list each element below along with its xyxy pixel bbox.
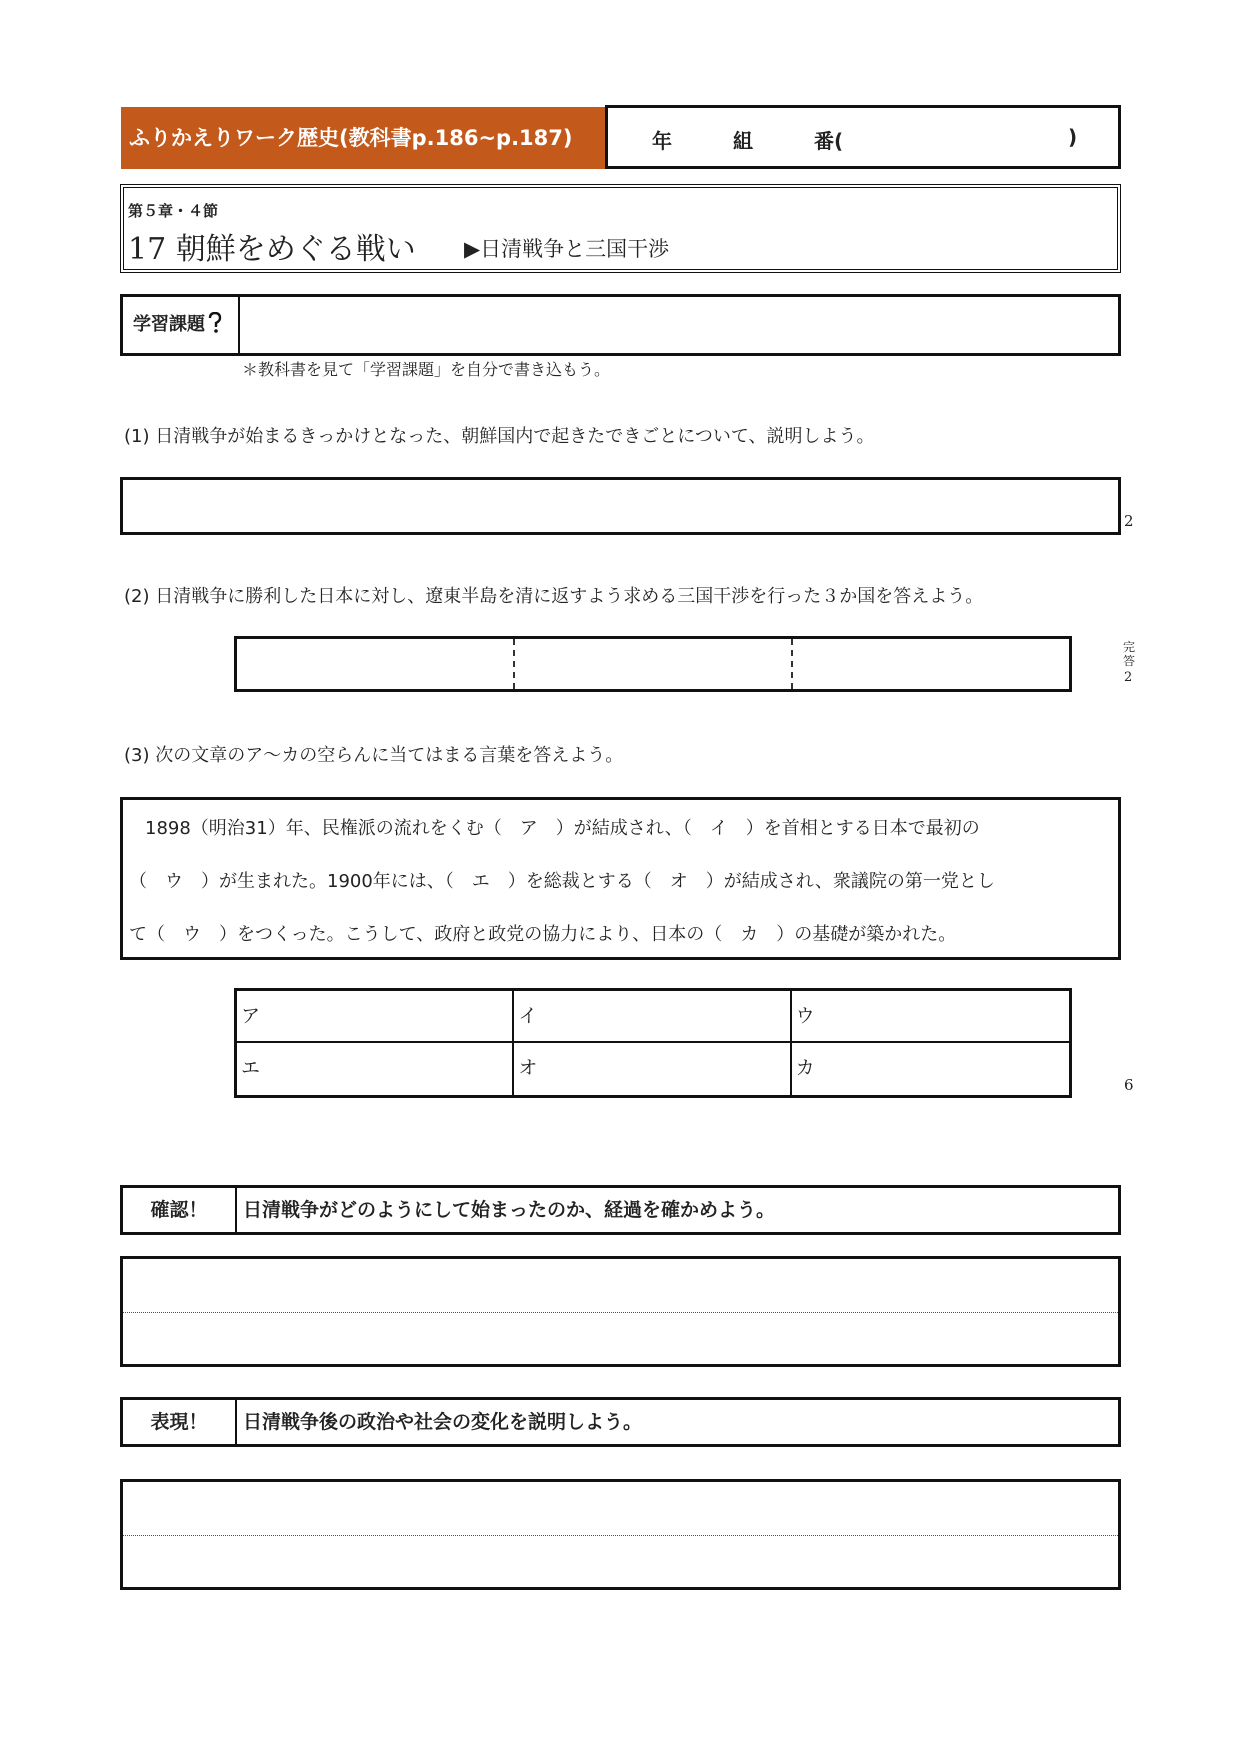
confirm-prompt: 日清戦争がどのようにして始まったのか、経過を確かめよう。 (243, 1199, 776, 1221)
name-close-paren: ) (1068, 125, 1078, 149)
chapter-box (120, 184, 1121, 273)
passage-line-3: て（ ウ ）をつくった。こうして、政府と政党の協力により、日本の（ カ ）の基礎が築かれた。 (129, 924, 957, 945)
confirm-label: 確認！ (123, 1188, 237, 1232)
passage-line-1: 1898（明治31）年、民権派の流れをくむ（ ア ）が結成され、（ イ ）を首相とする日本で最初の (145, 818, 980, 839)
answer-cell-e[interactable]: エ (237, 1043, 514, 1095)
express-label: 表現！ (123, 1400, 237, 1444)
class-label: 組 (733, 129, 753, 153)
answer-box-1[interactable] (120, 477, 1121, 535)
worksheet-title (121, 107, 605, 169)
chapter-subtitle: ▶日清戦争と三国干渉 (464, 237, 670, 261)
express-prompt: 日清戦争後の政治や社会の変化を説明しよう。 (243, 1411, 643, 1433)
chapter-title: 17 朝鮮をめぐる戦い (128, 232, 416, 267)
passage-line-2: （ ウ ）が生まれた。1900年には、（ エ ）を総裁とする（ オ ）が結成され、衆議院の第一党とし (129, 871, 995, 892)
year-label: 年 (652, 129, 672, 153)
express-answer-divider (123, 1535, 1118, 1536)
confirm-answer-box[interactable] (120, 1256, 1121, 1367)
learning-task-box[interactable] (120, 294, 1121, 356)
answer-country-2[interactable] (513, 639, 791, 689)
answer-cell-o[interactable]: オ (514, 1043, 791, 1095)
answer-country-3[interactable] (791, 639, 1069, 689)
chapter-section: 第５章・４節 (128, 202, 219, 220)
learning-task-label-text: 学習課題 (133, 314, 205, 335)
question-mark-icon (207, 312, 223, 334)
score-2-label: 完答 (1122, 640, 1135, 668)
learning-task-label (123, 297, 240, 353)
answer-cell-u[interactable]: ウ (792, 991, 1069, 1043)
passage-box (120, 797, 1121, 960)
express-answer-box[interactable] (120, 1479, 1121, 1590)
express-bar (120, 1397, 1121, 1447)
question-1: (1) 日清戦争が始まるきっかけとなった、朝鮮国内で起きたできごとについて、説明しよう。 (124, 426, 875, 447)
name-field-box[interactable] (605, 105, 1121, 169)
answer-box-2 (234, 636, 1072, 692)
answer-grid (234, 988, 1072, 1098)
score-3: 6 (1124, 1076, 1134, 1094)
worksheet-title-text: ふりかえりワーク歴史(教科書p.186~p.187) (129, 126, 573, 150)
question-2: (2) 日清戦争に勝利した日本に対し、遼東半島を清に返すよう求める三国干渉を行った３か国を答えよう。 (124, 586, 984, 607)
answer-country-1[interactable] (237, 639, 513, 689)
confirm-bar (120, 1185, 1121, 1235)
score-2: 2 (1124, 670, 1133, 685)
answer-cell-i[interactable]: イ (514, 991, 791, 1043)
number-label: 番( (814, 129, 844, 153)
question-3: (3) 次の文章のア～カの空らんに当てはまる言葉を答えよう。 (124, 745, 624, 766)
confirm-answer-divider (123, 1312, 1118, 1313)
learning-task-note: ＊教科書を見て「学習課題」を自分で書き込もう。 (242, 360, 611, 379)
answer-cell-ka[interactable]: カ (795, 1057, 815, 1079)
answer-cell-a[interactable]: ア (237, 991, 514, 1043)
score-1: 2 (1124, 512, 1134, 530)
